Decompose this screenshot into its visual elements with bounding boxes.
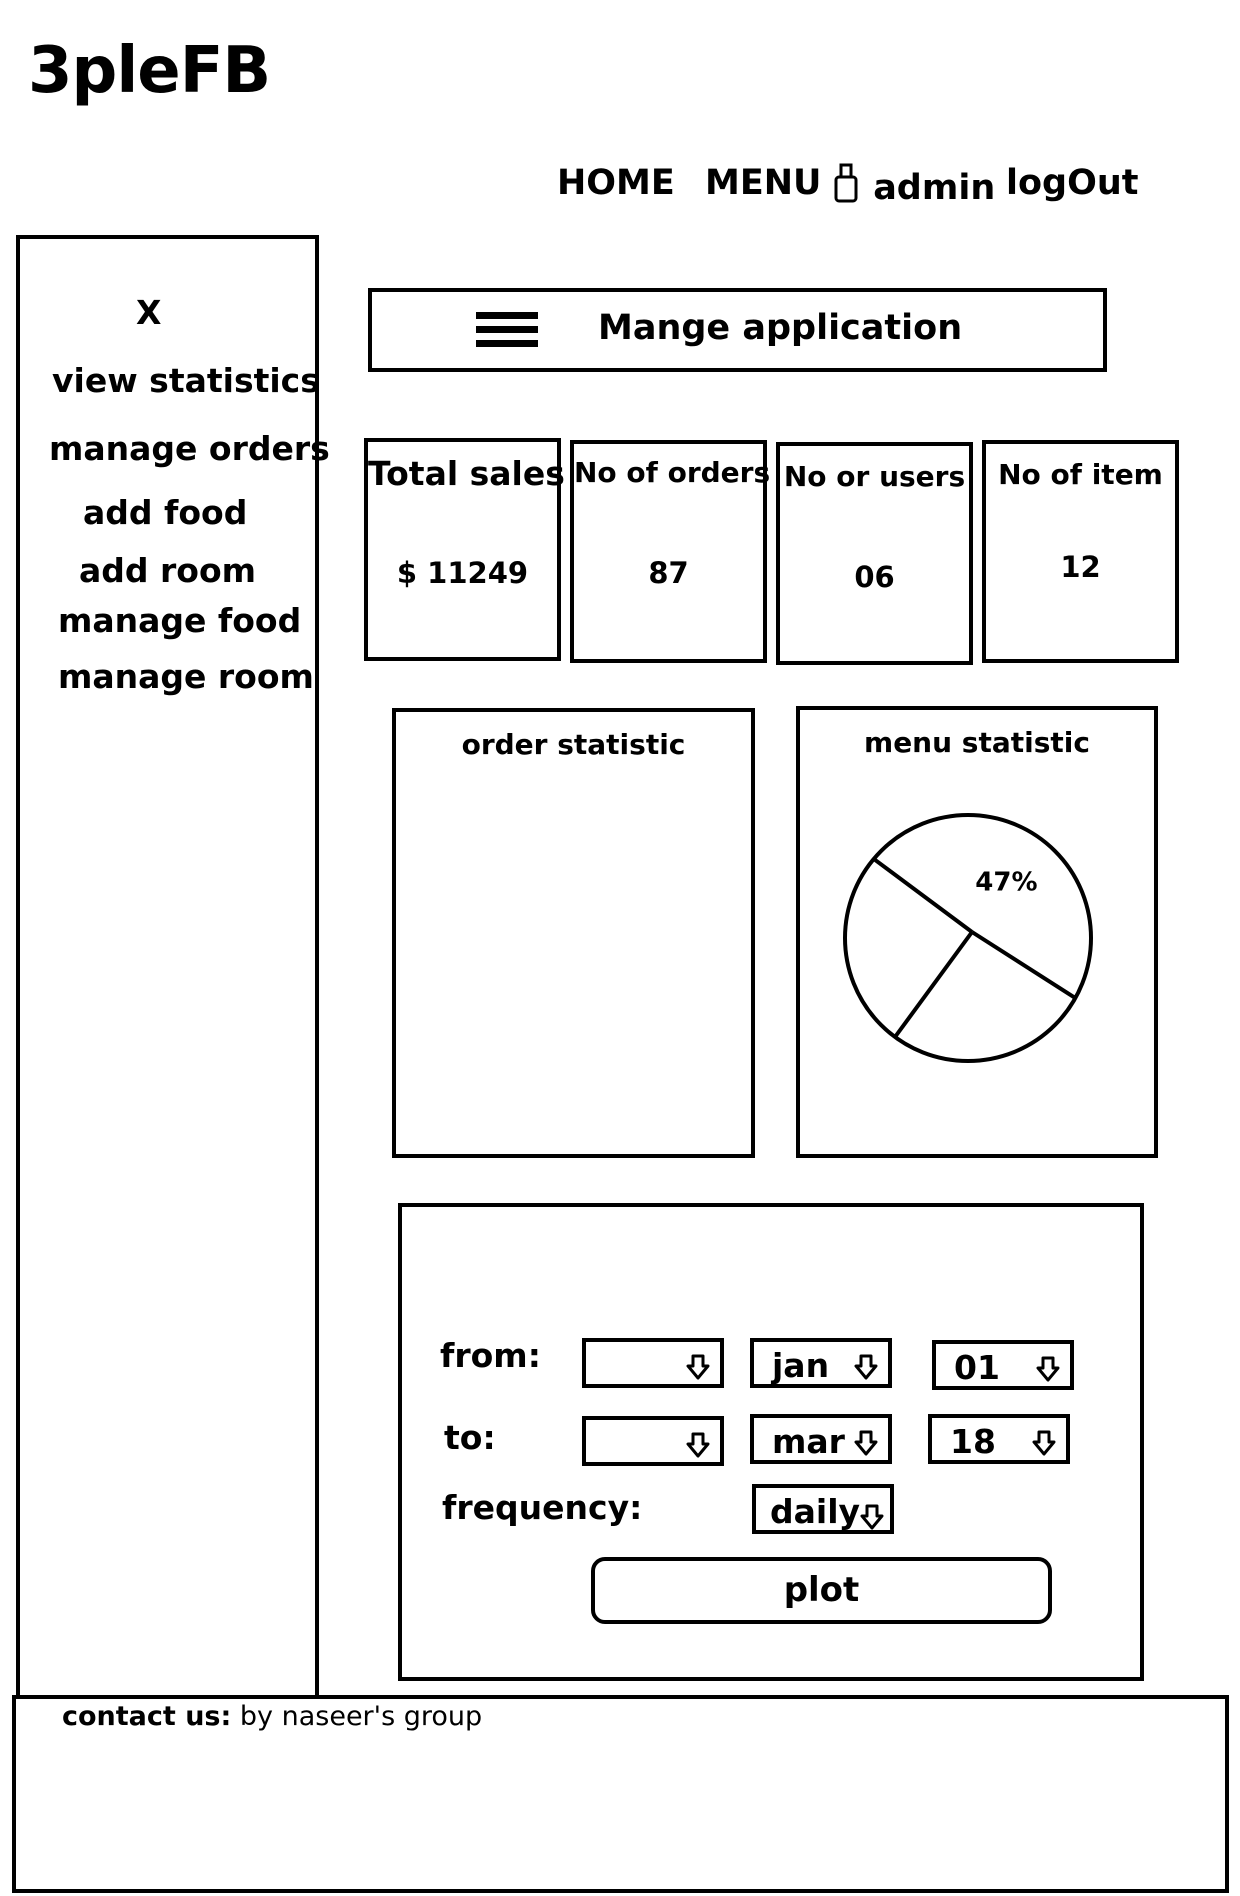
- frequency-value: daily: [770, 1492, 861, 1531]
- sidebar-item-add-room[interactable]: add room: [79, 551, 257, 590]
- manage-application-banner: [368, 288, 1107, 372]
- card-users: [776, 442, 973, 665]
- sidebar-item-manage-food[interactable]: manage food: [58, 601, 302, 640]
- card-orders-value: 87: [648, 556, 689, 590]
- sidebar-item-view-statistics[interactable]: view statistics: [52, 361, 320, 400]
- nav-user-label: admin: [873, 168, 996, 208]
- sidebar-item-add-food[interactable]: add food: [83, 493, 248, 532]
- order-statistic-title: order statistic: [461, 728, 686, 761]
- card-items-label: No of item: [998, 458, 1163, 491]
- card-total-sales-value: $ 11249: [396, 556, 529, 590]
- sidebar-item-manage-room[interactable]: manage room: [58, 657, 314, 696]
- to-month-select[interactable]: [750, 1414, 892, 1464]
- from-year-select[interactable]: [582, 1338, 724, 1388]
- to-day-select[interactable]: [928, 1414, 1070, 1464]
- app-logo: 3pleFB: [28, 34, 271, 108]
- plot-button[interactable]: plot: [591, 1557, 1052, 1624]
- menu-statistic-panel: [796, 706, 1158, 1158]
- footer: [12, 1695, 1229, 1893]
- pie-slice-label: 47%: [975, 867, 1038, 898]
- pie-slice-boundary: [972, 932, 1075, 998]
- sidebar-item-manage-orders[interactable]: manage orders: [49, 429, 330, 468]
- user-icon: [833, 163, 861, 205]
- nav-menu[interactable]: MENU: [705, 163, 822, 203]
- pie-slice-boundary: [874, 859, 972, 932]
- menu-pie-chart: [800, 710, 1154, 1154]
- card-orders-label: No of orders: [574, 456, 771, 489]
- footer-contact: [62, 1701, 482, 1732]
- frequency-select[interactable]: [752, 1484, 894, 1534]
- card-users-value: 06: [854, 560, 895, 594]
- nav-logout[interactable]: logOut: [1006, 163, 1139, 203]
- card-items-value: 12: [1060, 550, 1101, 584]
- arrow-down-icon: [686, 1432, 710, 1458]
- hamburger-menu-icon[interactable]: [476, 312, 538, 352]
- card-items: [982, 440, 1179, 663]
- sidebar: [16, 235, 330, 1695]
- from-day-select[interactable]: [932, 1340, 1074, 1390]
- from-day-value: 01: [954, 1348, 1000, 1387]
- order-statistic-panel: [392, 708, 755, 1158]
- from-month-select[interactable]: [750, 1338, 892, 1388]
- to-label: to:: [444, 1418, 496, 1457]
- from-label: from:: [440, 1336, 541, 1375]
- pie-slice-boundary: [895, 932, 972, 1037]
- to-day-value: 18: [950, 1422, 996, 1461]
- arrow-down-icon: [860, 1504, 884, 1530]
- banner-title: Mange application: [598, 308, 963, 348]
- card-users-label: No or users: [783, 460, 966, 493]
- card-total-sales-label: Total sales: [368, 454, 565, 493]
- footer-contact-label: contact us:: [62, 1701, 232, 1732]
- footer-contact-text: by naseer's group: [239, 1701, 483, 1732]
- card-orders: [570, 440, 771, 663]
- arrow-down-icon: [686, 1354, 710, 1380]
- sidebar-close-button[interactable]: X: [136, 293, 162, 332]
- arrow-down-icon: [1036, 1356, 1060, 1382]
- arrow-down-icon: [1032, 1430, 1056, 1456]
- frequency-label: frequency:: [442, 1488, 643, 1527]
- to-year-select[interactable]: [582, 1416, 724, 1466]
- arrow-down-icon: [854, 1354, 878, 1380]
- to-month-value: mar: [772, 1422, 845, 1461]
- nav-home[interactable]: HOME: [557, 163, 675, 203]
- card-total-sales: [364, 438, 565, 661]
- nav-user[interactable]: [833, 163, 995, 208]
- arrow-down-icon: [854, 1430, 878, 1456]
- from-month-value: jan: [772, 1346, 830, 1385]
- menu-statistic-title: menu statistic: [864, 726, 1090, 759]
